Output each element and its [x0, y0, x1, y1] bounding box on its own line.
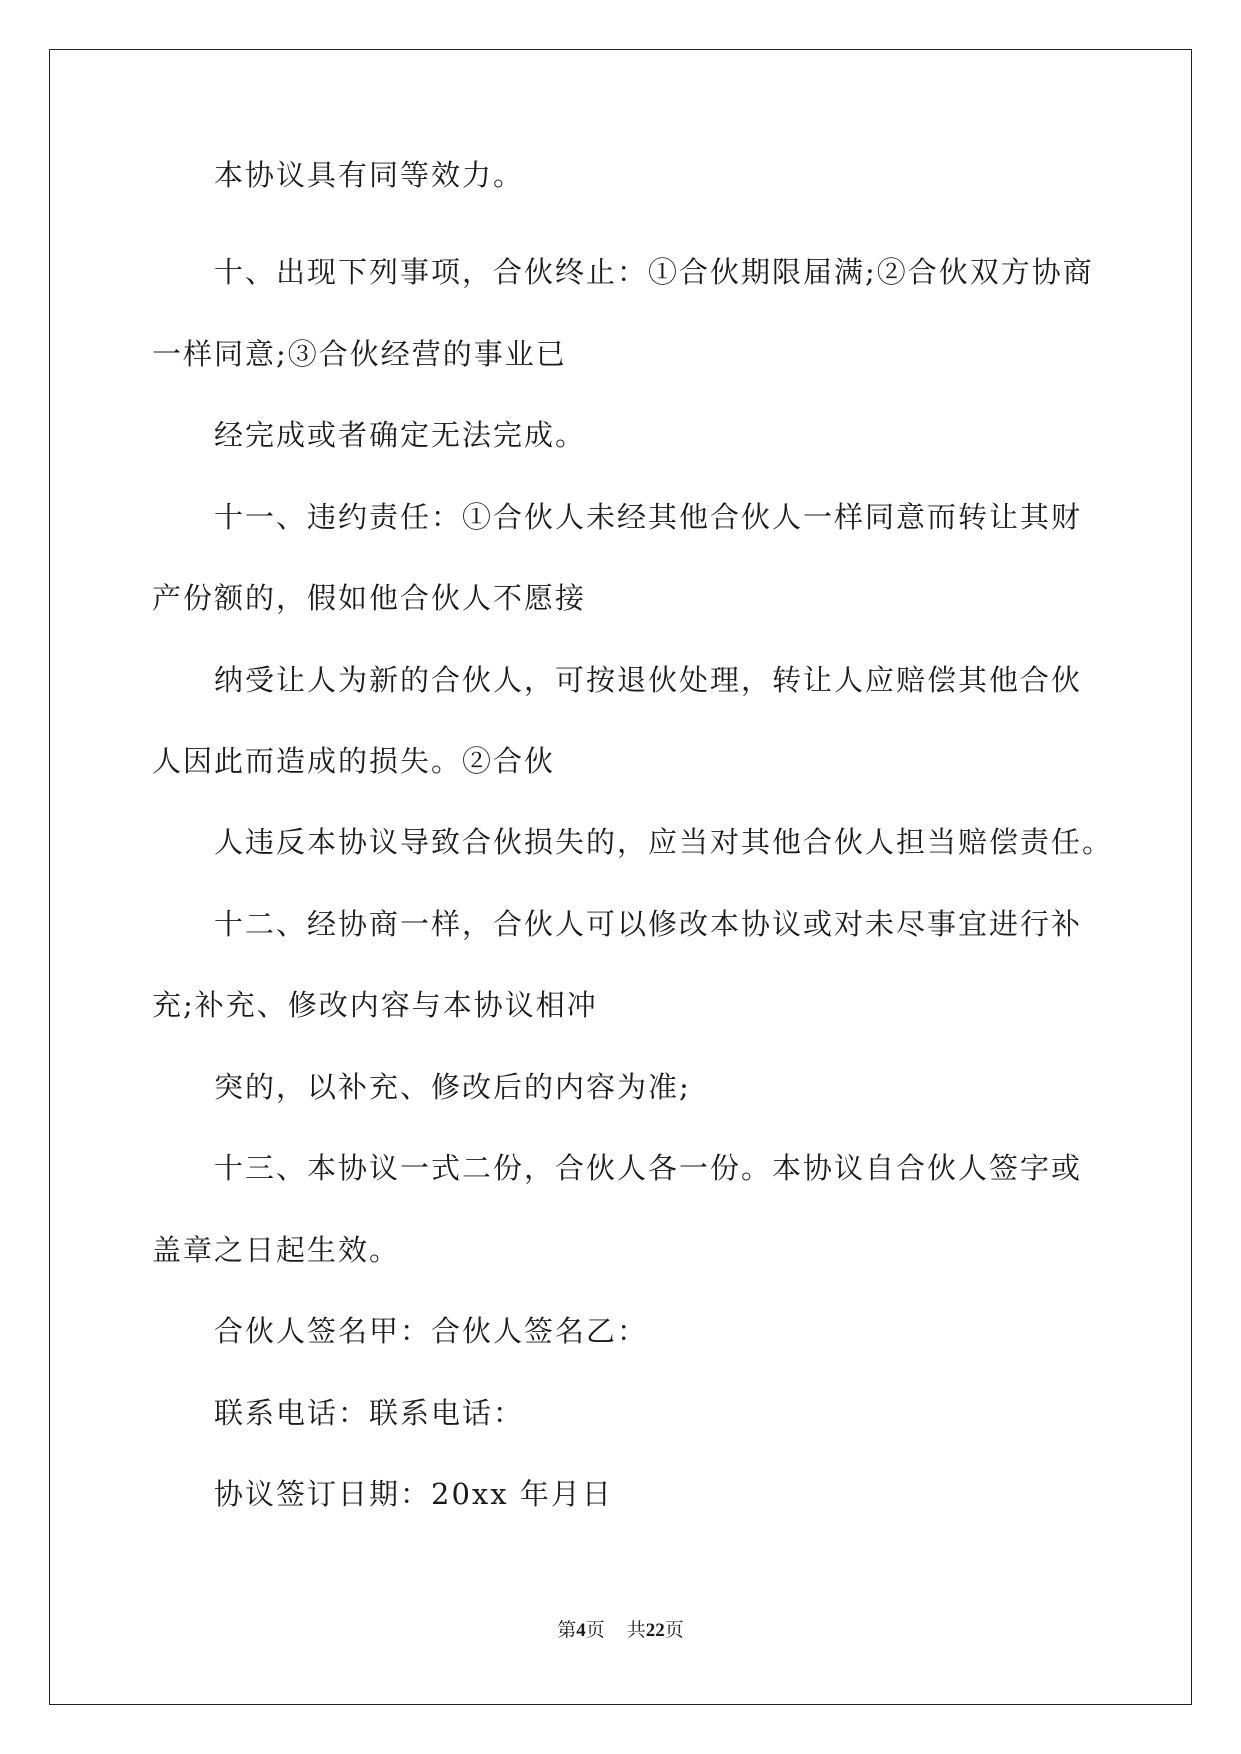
page-suffix: 页 [585, 1620, 605, 1641]
total-prefix: 共 [626, 1620, 646, 1641]
total-page-count: 22 [645, 1620, 665, 1641]
total-suffix: 页 [664, 1620, 684, 1641]
page-border [49, 49, 1192, 1705]
paragraph-line: 盖章之日起生效。 [152, 1233, 401, 1267]
page-prefix: 第 [557, 1620, 577, 1641]
paragraph-line: 一样同意;③合伙经营的事业已 [152, 337, 567, 371]
paragraph-line: 人因此而造成的损失。②合伙 [152, 744, 556, 778]
paragraph-line: 纳受让人为新的合伙人，可按退伙处理，转让人应赔偿其他合伙 [214, 663, 1083, 697]
paragraph-line: 十一、违约责任：①合伙人未经其他合伙人一样同意而转让其财 [214, 500, 1083, 534]
paragraph-line: 产份额的，假如他合伙人不愿接 [152, 581, 587, 615]
page-footer [0, 1615, 1241, 1642]
paragraph-line: 人违反本协议导致合伙损失的，应当对其他合伙人担当赔偿责任。 [214, 825, 1114, 859]
paragraph-line: 突的，以补充、修改后的内容为准; [214, 1070, 691, 1104]
paragraph-line: 十、出现下列事项，合伙终止：①合伙期限届满;②合伙双方协商 [214, 255, 1094, 289]
paragraph-line: 十二、经协商一样，合伙人可以修改本协议或对未尽事宜进行补 [214, 907, 1083, 941]
contact-line: 联系电话：联系电话： [214, 1396, 525, 1430]
signature-line: 合伙人签名甲：合伙人签名乙： [214, 1314, 649, 1348]
paragraph-line: 本协议具有同等效力。 [214, 158, 525, 192]
current-page-number: 4 [576, 1620, 586, 1641]
paragraph-line: 十三、本协议一式二份，合伙人各一份。本协议自合伙人签字或 [214, 1151, 1083, 1185]
date-line: 协议签订日期：20xx 年月日 [214, 1477, 613, 1511]
paragraph-line: 经完成或者确定无法完成。 [214, 418, 587, 452]
paragraph-line: 充;补充、修改内容与本协议相冲 [152, 988, 598, 1022]
